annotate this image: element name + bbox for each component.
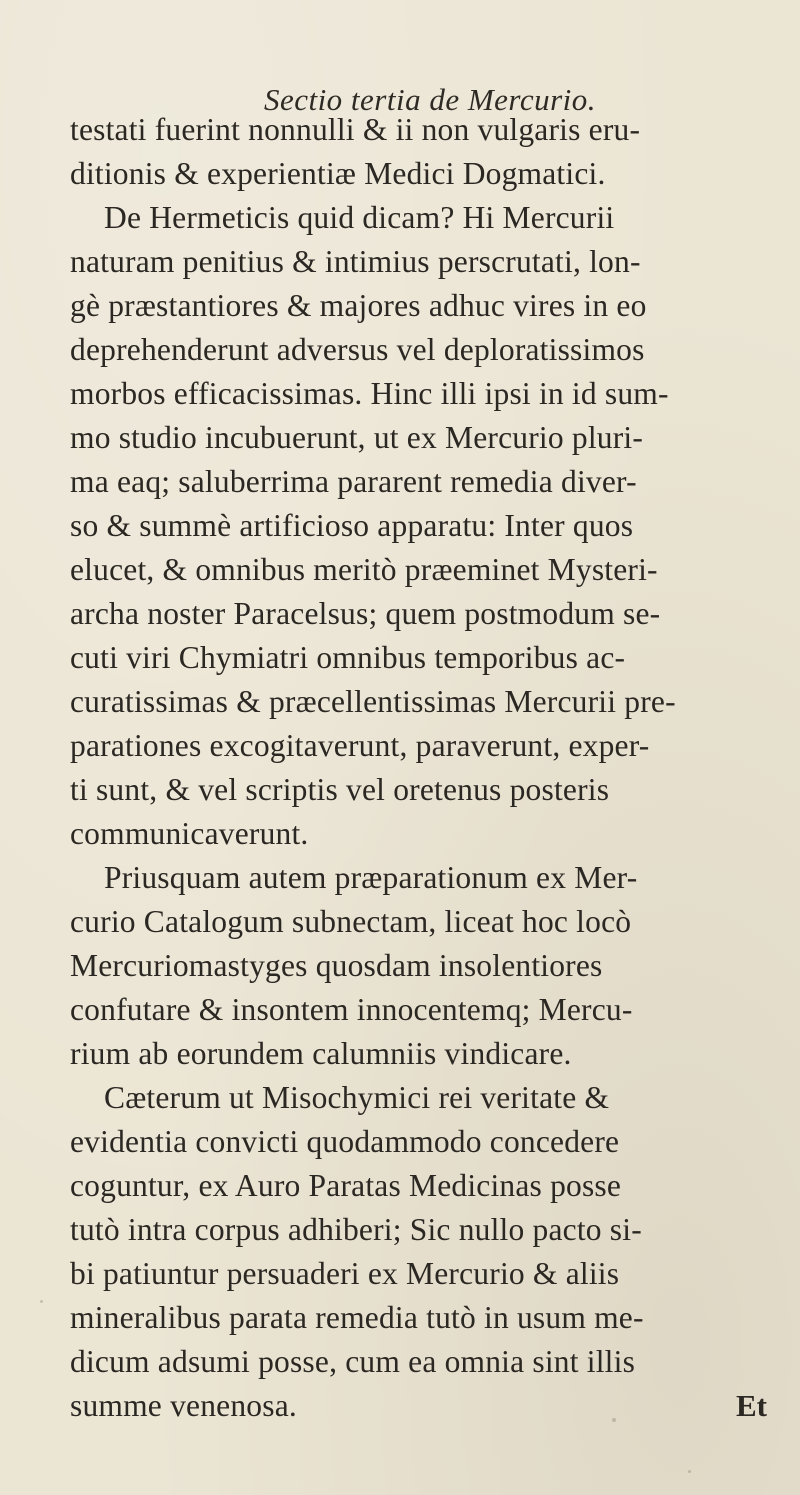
- text-line: curatissimas & præcellentissimas Mercurii pre-: [70, 684, 676, 719]
- text-line: Cæterum ut Misochymici rei veritate &: [104, 1080, 610, 1115]
- text-line: elucet, & omnibus meritò præeminet Mysteri-: [70, 552, 658, 587]
- text-line: tutò intra corpus adhiberi; Sic nullo pacto si-: [70, 1212, 642, 1247]
- text-line: summe venenosa.: [70, 1388, 297, 1423]
- text-line: dicum adsumi posse, cum ea omnia sint illis: [70, 1344, 636, 1379]
- text-line: ti sunt, & vel scriptis vel oretenus posteris: [70, 772, 610, 807]
- text-line: Priusquam autem præparationum ex Mer-: [104, 860, 638, 895]
- catchword: Et: [736, 1388, 767, 1423]
- text-line: coguntur, ex Auro Paratas Medicinas posse: [70, 1168, 622, 1203]
- text-line: rium ab eorundem calumniis vindicare.: [70, 1036, 572, 1071]
- text-line: morbos efficacissimas. Hinc illi ipsi in id sum-: [70, 376, 669, 411]
- text-line: mineralibus parata remedia tutò in usum me-: [70, 1300, 644, 1335]
- text-line: so & summè artificioso apparatu: Inter quos: [70, 508, 634, 543]
- text-line: evidentia convicti quodammodo concedere: [70, 1124, 620, 1159]
- text-line: curio Catalogum subnectam, liceat hoc locò: [70, 904, 632, 939]
- text-line: mo studio incubuerunt, ut ex Mercurio pluri-: [70, 420, 644, 455]
- text-line: communicaverunt.: [70, 816, 309, 851]
- paper-speck: [40, 1300, 43, 1303]
- text-line: Mercuriomastyges quosdam insolentiores: [70, 948, 603, 983]
- text-line: parationes excogitaverunt, paraverunt, exper-: [70, 728, 650, 763]
- text-line: cuti viri Chymiatri omnibus temporibus ac-: [70, 640, 626, 675]
- text-line: deprehenderunt adversus vel deploratissimos: [70, 332, 645, 367]
- text-line: ditionis & experientiæ Medici Dogmatici.: [70, 156, 606, 191]
- text-line: De Hermeticis quid dicam? Hi Mercurii: [104, 200, 615, 235]
- running-head: Sectio tertia de Mercurio.: [263, 82, 597, 117]
- text-line: archa noster Paracelsus; quem postmodum se-: [70, 596, 661, 631]
- text-line: testati fuerint nonnulli & ii non vulgaris eru-: [70, 112, 641, 147]
- paper-speck: [612, 1418, 616, 1422]
- text-line: bi patiuntur persuaderi ex Mercurio & aliis: [70, 1256, 620, 1291]
- text-line: naturam penitius & intimius perscrutati, lon-: [70, 244, 641, 279]
- text-line: confutare & insontem innocentemq; Mercu-: [70, 992, 633, 1027]
- text-line: ma eaq; saluberrima pararent remedia diver-: [70, 464, 637, 499]
- paper-speck: [688, 1470, 691, 1473]
- text-line: gè præstantiores & majores adhuc vires in eo: [70, 288, 647, 323]
